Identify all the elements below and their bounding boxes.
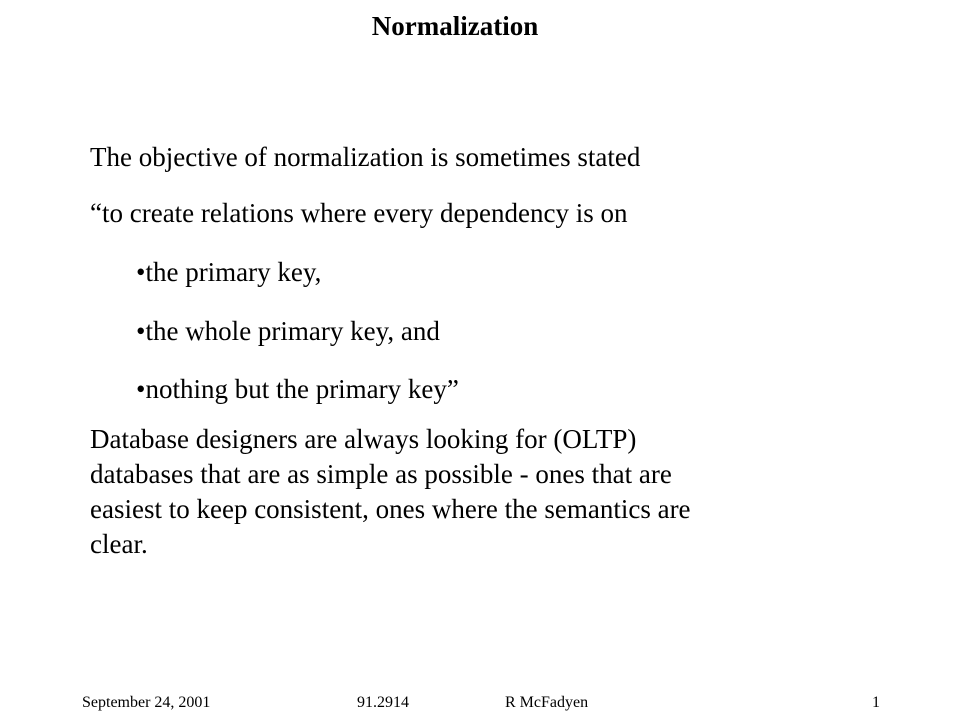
paragraph-line-3: easiest to keep consistent, ones where the semantics are xyxy=(90,494,691,524)
intro-line-2: “to create relations where every dependency is on xyxy=(90,198,628,228)
paragraph-line-4: clear. xyxy=(90,529,148,559)
bullet-item-2: •the whole primary key, and xyxy=(136,316,440,346)
bullet-item-3: •nothing but the primary key” xyxy=(136,374,459,404)
paragraph-line-1: Database designers are always looking for (OLTP) xyxy=(90,424,637,454)
footer-date: September 24, 2001 xyxy=(82,694,211,711)
slide-title: Normalization xyxy=(371,11,539,41)
footer-author: R McFadyen xyxy=(505,694,589,711)
intro-line-1: The objective of normalization is sometimes stated xyxy=(90,142,641,172)
bullet-item-1: •the primary key, xyxy=(136,257,322,287)
body-paragraph xyxy=(90,422,830,562)
paragraph-line-2: databases that are as simple as possible - ones that are xyxy=(90,459,672,489)
footer-page-number: 1 xyxy=(872,694,880,711)
footer-course: 91.2914 xyxy=(357,694,409,711)
